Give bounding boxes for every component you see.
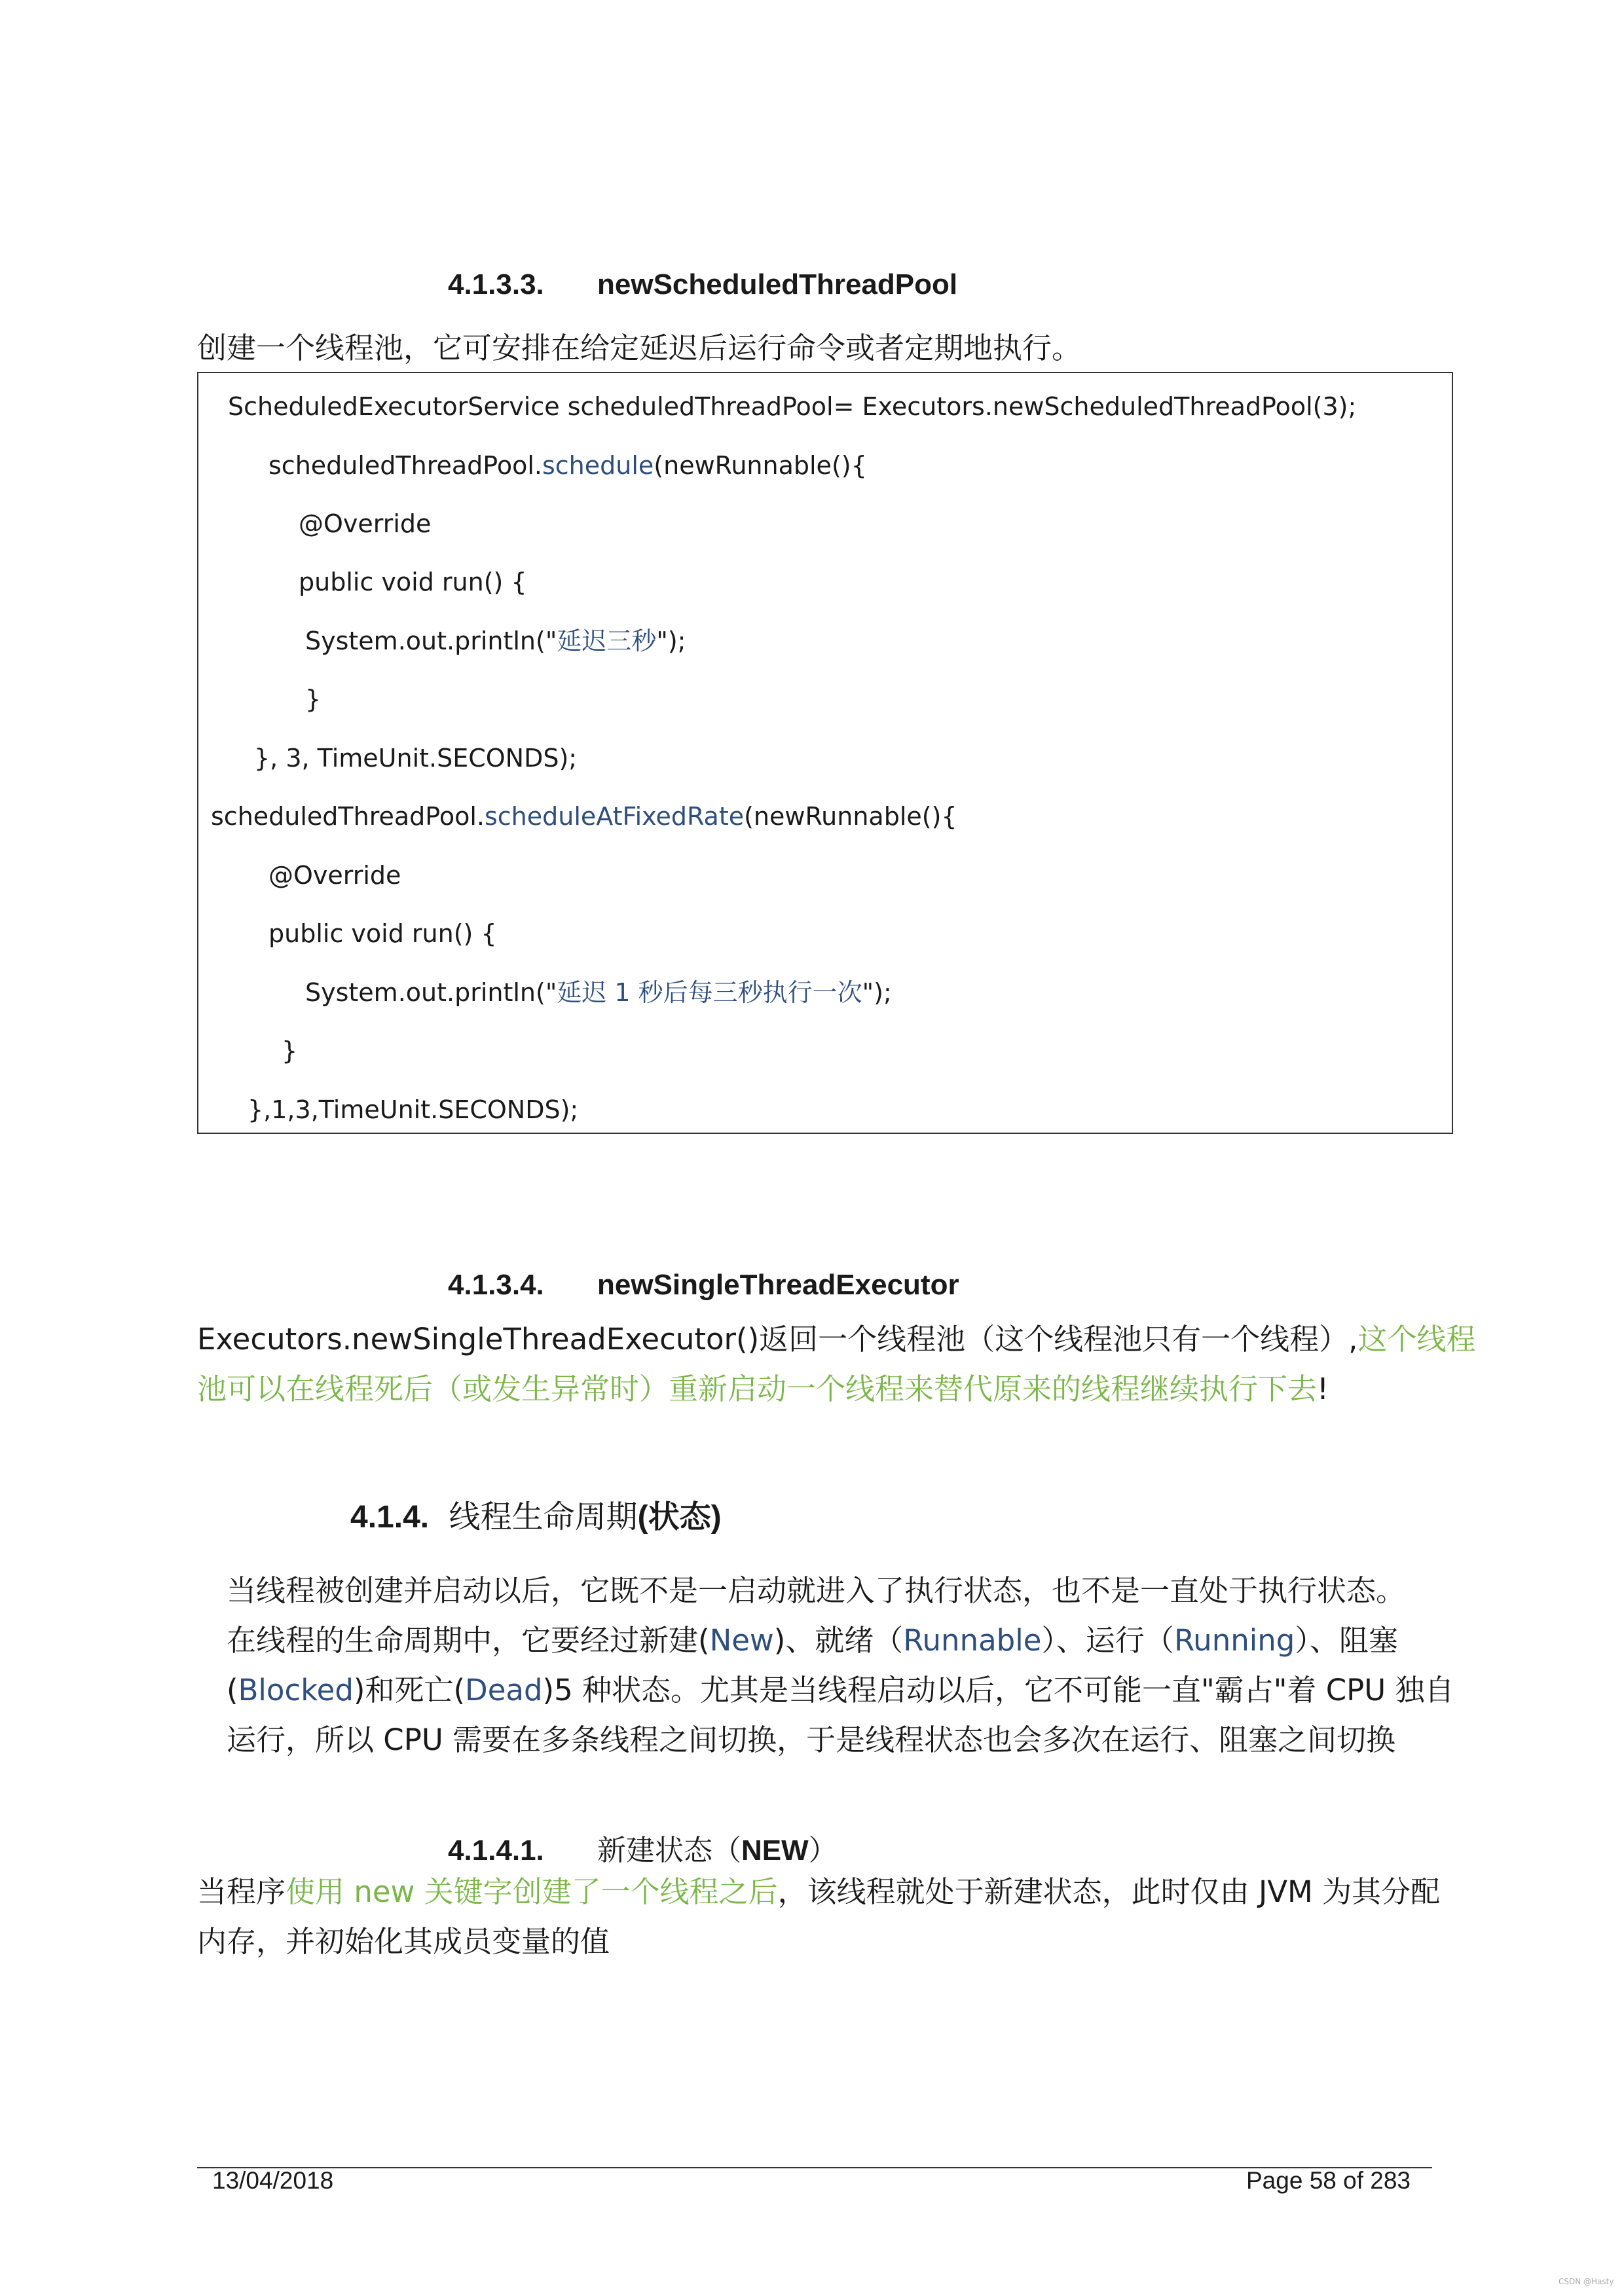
code-line: public void run() { [299, 568, 527, 596]
code-line: System.out.println("延迟三秒"); [305, 627, 686, 655]
code-line: ScheduledExecutorService scheduledThreadPool= Executors.newScheduledThreadPool(3); [228, 392, 1357, 421]
code-line: } [305, 685, 322, 714]
paragraph-line: 在线程的生命周期中，它要经过新建(New)、就绪（Runnable）、运行（Running）、阻塞 [227, 1623, 1398, 1658]
code-line: }, 3, TimeUnit.SECONDS); [254, 744, 578, 773]
code-line: },1,3,TimeUnit.SECONDS); [248, 1095, 579, 1124]
section-number: 4.1.4. [350, 1500, 430, 1535]
section-title: newSingleThreadExecutor [597, 1269, 959, 1301]
footer-page-number: Page 58 of 283 [1246, 2167, 1411, 2194]
paragraph-line: 池可以在线程死后（或发生异常时）重新启动一个线程来替代原来的线程继续执行下去! [197, 1372, 1329, 1406]
footer-date: 13/04/2018 [212, 2167, 334, 2194]
paragraph-line: 运行，所以 CPU 需要在多条线程之间切换，于是线程状态也会多次在运行、阻塞之间切换 [227, 1722, 1396, 1757]
paragraph-line: 当程序使用 new 关键字创建了一个线程之后，该线程就处于新建状态，此时仅由 JVM 为其分配 [197, 1874, 1441, 1909]
code-line: System.out.println("延迟 1 秒后每三秒执行一次"); [305, 978, 892, 1007]
section-title-paren: (状态) [637, 1500, 722, 1535]
paragraph-4141 [197, 1867, 1440, 1967]
code-line: public void run() { [268, 919, 497, 948]
section-number: 4.1.3.3. [448, 268, 544, 301]
section-title: 线程生命周期 [449, 1499, 638, 1535]
section-heading-4141 [448, 1827, 838, 1868]
section-heading-4134 [448, 1269, 959, 1302]
paragraph-4134 [197, 1315, 1476, 1414]
code-line: @Override [268, 861, 401, 890]
section-number: 4.1.4.1. [448, 1834, 544, 1867]
section-title: 新建状态（ [597, 1834, 741, 1867]
paragraph-line: 当线程被创建并启动以后，它既不是一启动就进入了执行状态，也不是一直处于执行状态。 [227, 1573, 1406, 1608]
paragraph-line: Executors.newSingleThreadExecutor()返回一个线程池（这个线程池只有一个线程）,这个线程 [197, 1322, 1476, 1357]
paragraph-line: 内存，并初始化其成员变量的值 [197, 1924, 610, 1959]
code-line: } [282, 1036, 298, 1065]
section-heading-414 [350, 1491, 722, 1537]
section-title-en: NEW [741, 1834, 809, 1867]
paragraph-line: (Blocked)和死亡(Dead)5 种状态。尤其是当线程启动以后，它不可能一直"霸占"着 CPU 独自 [227, 1673, 1454, 1707]
section-title: newScheduledThreadPool [597, 268, 958, 301]
section-number: 4.1.3.4. [448, 1269, 544, 1301]
watermark: CSDN @Hasty [1559, 2277, 1614, 2286]
section-heading-4133 [448, 268, 957, 301]
paragraph-414 [227, 1566, 1454, 1765]
section-title-end: ） [808, 1834, 838, 1867]
code-line: scheduledThreadPool.scheduleAtFixedRate(newRunnable(){ [211, 802, 957, 831]
code-line: @Override [299, 509, 432, 538]
code-line: scheduledThreadPool.schedule(newRunnable(){ [268, 451, 867, 480]
intro-paragraph: 创建一个线程池，它可安排在给定延迟后运行命令或者定期地执行。 [197, 331, 1082, 365]
